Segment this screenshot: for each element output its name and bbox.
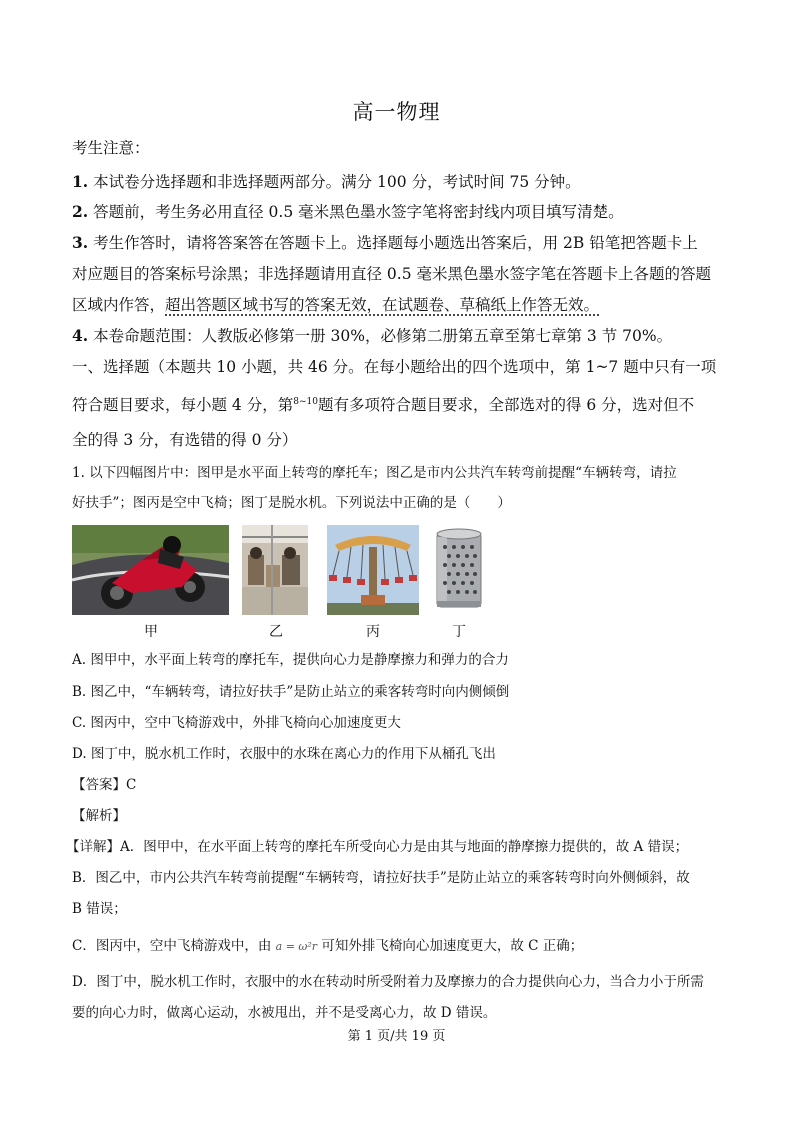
option-c: C. 图丙中，空中飞椅游戏中，外排飞椅向心加速度更大 [72, 715, 401, 731]
analysis-label: 【解析】 [72, 808, 126, 824]
detail-b: B．图乙中，市内公共汽车转弯前提醒“车辆转弯，请拉好扶手”是防止站立的乘客转弯时向外侧倾斜，故 [72, 870, 690, 886]
notice-item-3-line-2: 对应题目的答案标号涂黑；非选择题请用直径 0.5 毫米黑色墨水签字笔在答题卡上各题的答题 [72, 265, 712, 283]
emphasis-text: 超出答题区域书写的答案无效，在试题卷、草稿纸上作答无效。 [165, 296, 600, 314]
answer-line [72, 773, 732, 793]
figure-swing-ride [327, 525, 419, 615]
notice-item-1: 1. 本试卷分选择题和非选择题两部分。满分 100 分，考试时间 75 分钟。 [72, 172, 581, 191]
page-footer: 第 1 页/共 19 页 [347, 1029, 446, 1044]
option-b: B. 图乙中，“车辆转弯，请拉好扶手”是防止站立的乘客转弯时向内侧倾倒 [72, 684, 510, 700]
page-title: 高一物理 [352, 100, 441, 124]
answer-label: 【答案】 [72, 777, 126, 793]
detail-label: 【详解】 [66, 839, 120, 855]
notice-item-3-line-3: 区域内作答，超出答题区域书写的答案无效，在试题卷、草稿纸上作答无效。 [72, 296, 600, 314]
option-a: A. 图甲中，水平面上转弯的摩托车，提供向心力是静摩擦力和弹力的合力 [72, 652, 509, 668]
option-d: D. 图丁中，脱水机工作时，衣服中的水珠在离心力的作用下从桶孔飞出 [72, 746, 496, 762]
caption-ding: 丁 [452, 624, 466, 640]
question-stem-line-2: 好扶手”；图丙是空中飞椅；图丁是脱水机。下列说法中正确的是（ ） [72, 495, 511, 511]
question-stem: 1. 以下四幅图片中：图甲是水平面上转弯的摩托车；图乙是市内公共汽车转弯前提醒“车辆转弯，请拉 [72, 465, 677, 481]
superscript-range: 8~10 [293, 396, 318, 407]
section-heading-line-3: 全的得 3 分，有选错的得 0 分） [72, 431, 298, 449]
figure-bus-interior [242, 525, 308, 615]
notice-item-2: 2. 答题前，考生务必用直径 0.5 毫米黑色墨水签字笔将密封线内项目填写清楚。 [72, 202, 624, 221]
figure-motorcycle [72, 525, 229, 615]
figure-spin-dryer [432, 525, 486, 615]
caption-yi: 乙 [269, 624, 283, 640]
section-heading-line-2: 符合题目要求，每小题 4 分，第$^{8\sim 10}$题有多项符合题目要求，全部选对的得 6 分，选对但不 [72, 396, 695, 414]
formula: a = ω²r [275, 940, 318, 953]
detail-c: C．图丙中，空中飞椅游戏中，由 a = ω²r 可知外排飞椅向心加速度更大，故 C 正确； [72, 938, 584, 954]
section-heading: 一、选择题（本题共 10 小题，共 46 分。在每小题给出的四个选项中，第 1~7 题中只有一项 [72, 358, 717, 376]
detail-b-line-2: B 错误； [72, 901, 127, 917]
detail-a: 【详解】A．图甲中，在水平面上转弯的摩托车所受向心力是由其与地面的静摩擦力提供的，故 A 错误； [66, 839, 689, 855]
caption-jia: 甲 [144, 624, 158, 640]
notice-item-4: 4. 本卷命题范围：人教版必修第一册 30%，必修第二册第五章至第七章第 3 节 70%。 [72, 326, 673, 345]
detail-d-line-2: 要的向心力时，做离心运动，水被甩出，并不是受离心力，故 D 错误。 [72, 1005, 497, 1021]
notice-item-3: 3. 考生作答时，请将答案答在答题卡上。选择题每小题选出答案后，用 2B 铅笔把答题卡上 [72, 233, 698, 252]
answer-value: C [126, 777, 137, 793]
caption-bing: 丙 [366, 624, 380, 640]
notice-heading: 考生注意： [72, 139, 150, 157]
detail-d: D．图丁中，脱水机工作时，衣服中的水在转动时所受附着力及摩擦力的合力提供向心力，当合力小于所需 [72, 974, 704, 990]
